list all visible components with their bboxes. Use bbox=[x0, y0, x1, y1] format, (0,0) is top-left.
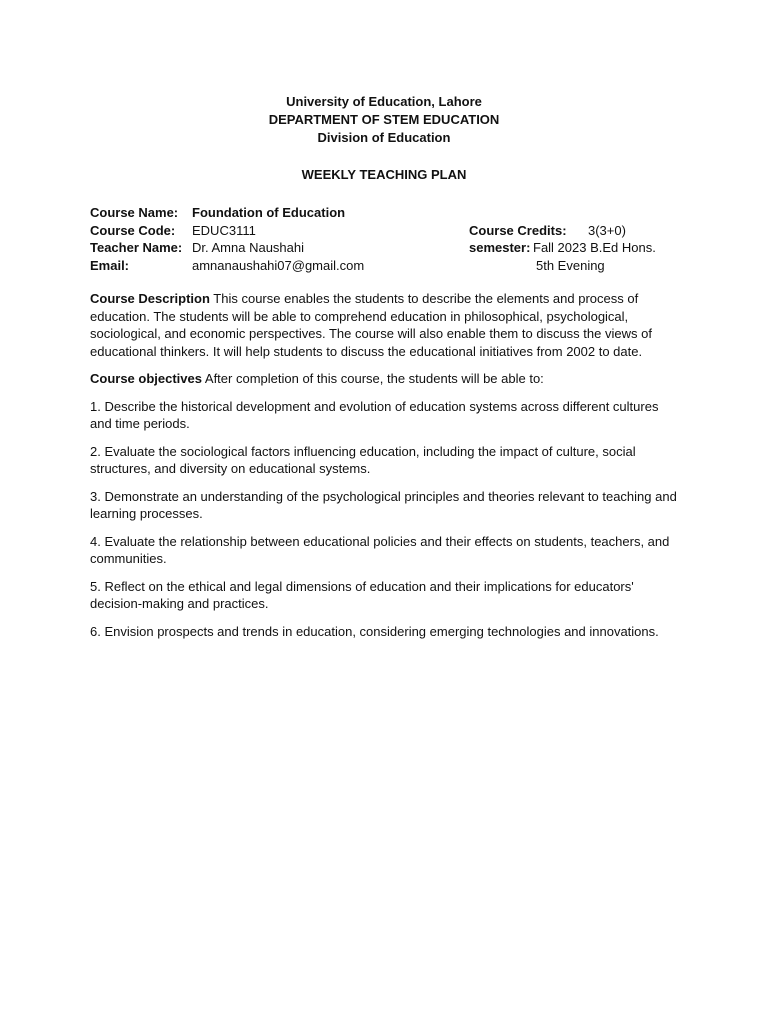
email-value[interactable]: amnanaushahi07@gmail.com bbox=[192, 257, 365, 273]
objective-item: 2. Evaluate the sociological factors influencing education, including the impact of culture, social structures, and diversity on educational systems. bbox=[90, 443, 636, 476]
university-name: University of Education, Lahore bbox=[286, 94, 482, 109]
objective-item: 1. Describe the historical development and evolution of education systems across different cultures and time periods. bbox=[90, 398, 659, 431]
semester-value-line2: 5th Evening bbox=[536, 257, 605, 273]
teacher-label: Teacher Name: bbox=[90, 240, 183, 255]
course-name-label: Course Name: bbox=[90, 205, 179, 220]
course-code-label: Course Code: bbox=[90, 222, 176, 238]
course-info bbox=[90, 204, 690, 274]
course-name-value: Foundation of Education bbox=[192, 205, 346, 220]
course-credits-value: 3(3+0) bbox=[588, 222, 626, 238]
department-name: DEPARTMENT OF STEM EDUCATION bbox=[268, 112, 500, 127]
objective-item: 3. Demonstrate an understanding of the psychological principles and theories relevant to teaching and learning processes. bbox=[90, 488, 677, 521]
objective-item: 6. Envision prospects and trends in education, considering emerging technologies and innovations. bbox=[90, 623, 659, 639]
teacher-row bbox=[90, 239, 690, 257]
division-name: Division of Education bbox=[317, 130, 451, 145]
email-row bbox=[90, 257, 690, 275]
course-description-text: This course enables the students to describe the elements and process of education. The students will be able to comprehend education in philosophical, psychological, sociological, and economic perspectives. The course will also enable them to discuss the views of educational thinkers. It will help students to discuss the educational initiatives from 2002 to date. bbox=[90, 291, 652, 359]
teacher-value: Dr. Amna Naushahi bbox=[192, 240, 305, 255]
course-credits-label: Course Credits: bbox=[469, 222, 567, 238]
course-code-value: EDUC3111 bbox=[192, 222, 256, 238]
course-name-row bbox=[90, 204, 690, 222]
semester-label: semester: bbox=[469, 240, 531, 255]
email-label: Email: bbox=[90, 257, 130, 273]
course-objectives-intro-text: After completion of this course, the students will be able to: bbox=[202, 371, 544, 386]
objective-item: 4. Evaluate the relationship between educational policies and their effects on students, teachers, and communities. bbox=[90, 533, 670, 566]
course-code-row bbox=[90, 222, 690, 240]
document-body bbox=[90, 290, 680, 650]
semester-value: Fall 2023 B.Ed Hons. bbox=[533, 240, 656, 255]
course-description-label: Course Description bbox=[90, 291, 210, 306]
course-objectives-intro bbox=[90, 370, 680, 388]
plan-title: WEEKLY TEACHING PLAN bbox=[301, 167, 467, 182]
objective-item: 5. Reflect on the ethical and legal dimensions of education and their implications for educators' decision-making and practices. bbox=[90, 578, 634, 611]
document-header bbox=[0, 93, 768, 147]
course-description bbox=[90, 290, 680, 360]
course-objectives-label: Course objectives bbox=[90, 371, 202, 386]
